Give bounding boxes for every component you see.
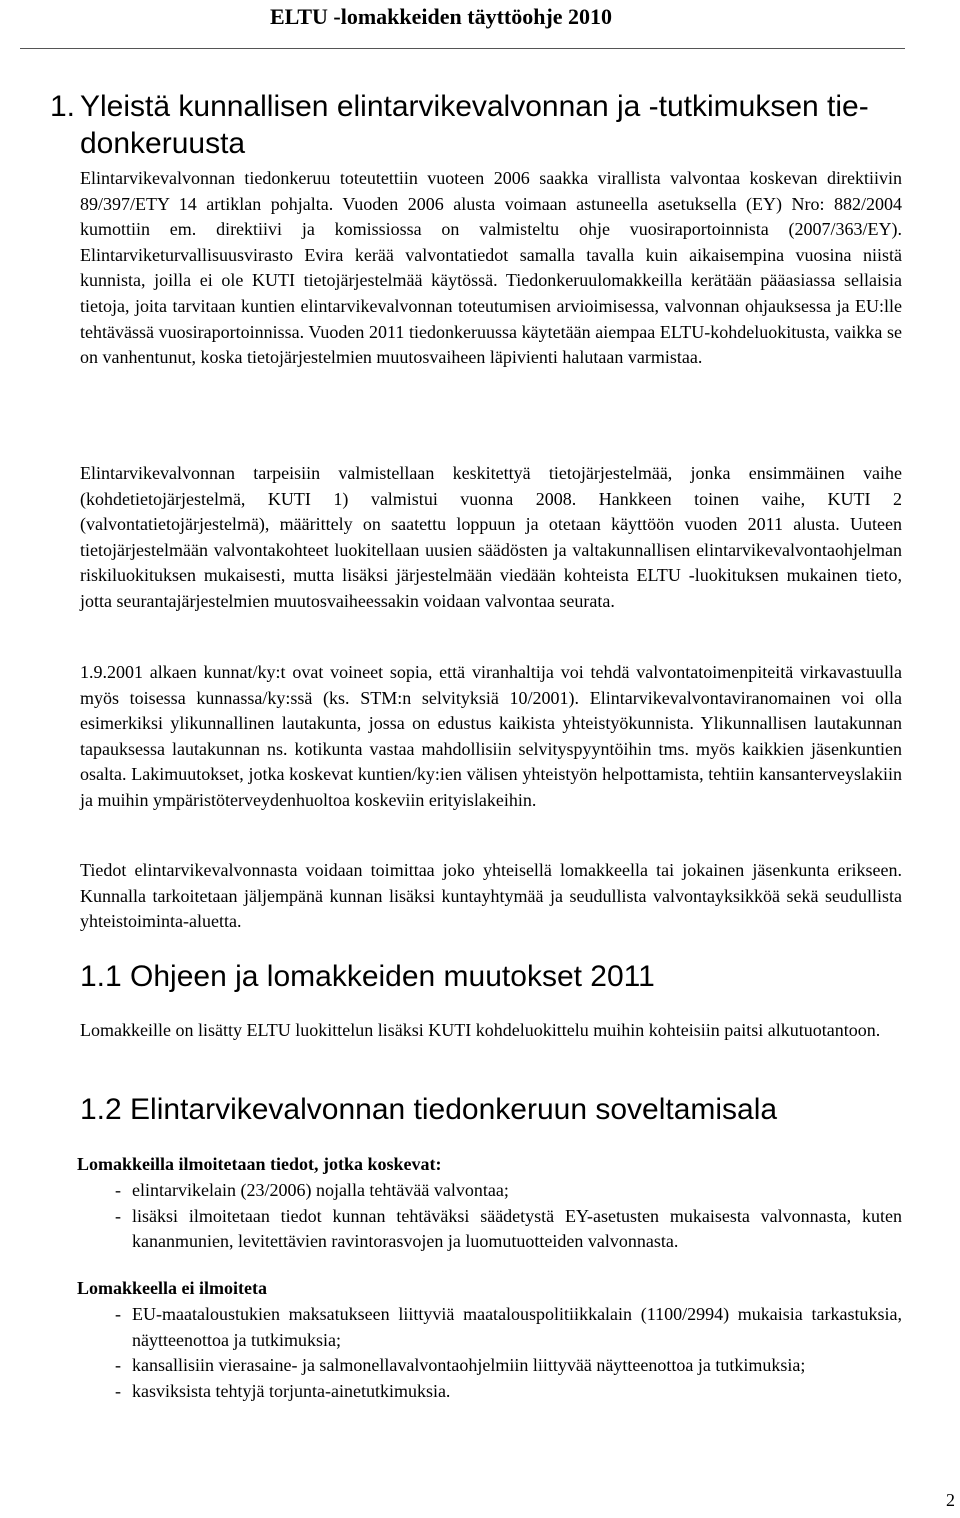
section-1-title-line1: Yleistä kunnallisen elintarvikevalvonnan ja -tutkimuksen tie- xyxy=(80,90,869,123)
section-1-paragraph-3: 1.9.2001 alkaen kunnat/ky:t ovat voineet sopia, että viranhaltija voi tehdä valvontatoimenpiteitä virkavastuulla myös toisessa kunnassa/ky:ssä (ks. STM:n selvityksiä 10/2001). Elintarvikevalvontaviranomainen voi olla esimerkiksi ylikunnallinen lautakunta, jossa on edustus kaikista yhteistyökunnista. Ylikunnallisen lautakunnan tapauksessa lautakunnan ns. kotikunta vastaa mahdollisiin selvityspyyntöihin tms. myös kaikkien jäsenkuntien osalta. Lakimuutokset, jotka koskevat kuntien/ky:ien välisen yhteistyön helpottamista, tehtiin kansanterveyslakiin ja muihin ympäristöterveydenhuoltoa koskeviin erityislakeihin. xyxy=(80,662,902,810)
included-list xyxy=(115,1178,902,1255)
list-item-text: lisäksi ilmoitetaan tiedot kunnan tehtäväksi säädetystä EY-asetusten mukaisesta valvonnasta, kuten kananmunien, levitettävien ravintorasvojen ja luomutuotteiden valvonnasta. xyxy=(132,1205,902,1252)
list-item xyxy=(115,1353,902,1379)
section-1-2-heading: 1.2 Elintarvikevalvonnan tiedonkeruun soveltamisala xyxy=(80,1093,778,1126)
list-item xyxy=(115,1379,902,1405)
included-heading: Lomakkeilla ilmoitetaan tiedot, jotka koskevat: xyxy=(77,1154,442,1174)
list-item xyxy=(115,1204,902,1255)
list-item xyxy=(115,1178,902,1204)
list-dash: - xyxy=(115,1180,121,1200)
list-item-text: elintarvikelain (23/2006) nojalla tehtävää valvontaa; xyxy=(132,1180,509,1200)
section-1-paragraph-2: Elintarvikevalvonnan tarpeisiin valmistellaan keskitettyä tietojärjestelmää, jonka ensimmäinen vaihe (kohdetietojärjestelmä, KUTI 1) valmistui vuonna 2008. Hankkeen toinen vaihe, KUTI 2 (valvontatietojärjestelmä), määrittely on saatettu loppuun ja otetaan käyttöön vuoden 2011 alusta. Uuteen tietojärjestelmään valvontakohteet luokitellaan uusien säädösten ja valtakunnallisen elintarvikevalvontaohjelman riskiluokituksen mukaisesti, mutta lisäksi järjestelmään viedään kohteista ELTU -luokituksen mukainen tieto, jotta seurantajärjestelmien muutosvaiheessakin voidaan valvontaa seurata. xyxy=(80,463,902,611)
excluded-heading: Lomakkeella ei ilmoiteta xyxy=(77,1278,267,1298)
list-dash: - xyxy=(115,1304,121,1324)
list-item-text: kasviksista tehtyjä torjunta-ainetutkimuksia. xyxy=(132,1380,451,1401)
list-dash: - xyxy=(115,1355,121,1376)
section-1-heading xyxy=(50,88,880,162)
page-number: 2 xyxy=(946,1490,955,1510)
list-item-text: EU-maataloustukien maksatukseen liittyviä maatalouspolitiikkalain (1100/2994) mukaisia tarkastuksia, näytteenottoa ja tutkimuksia; xyxy=(132,1304,902,1350)
section-1-1-paragraph: Lomakkeille on lisätty ELTU luokittelun lisäksi KUTI kohdeluokittelu muihin kohteisiin paitsi alkutuotantoon. xyxy=(80,1020,881,1040)
section-1-paragraph-4: Tiedot elintarvikevalvonnasta voidaan toimittaa joko yhteisellä lomakkeella tai jokainen jäsenkunta erikseen. Kunnalla tarkoitetaan jäljempänä kunnan lisäksi kuntayhtymää ja seudullista valvontayksikköä sekä seudullista yhteistoiminta-aluetta. xyxy=(80,860,902,932)
section-1-number: 1. xyxy=(50,90,76,123)
section-1-1-heading: 1.1 Ohjeen ja lomakkeiden muutokset 2011 xyxy=(80,960,655,993)
excluded-list xyxy=(115,1302,902,1404)
section-1-title-line2: donkeruusta xyxy=(80,127,246,160)
document-header: ELTU -lomakkeiden täyttöohje 2010 xyxy=(270,4,613,29)
header-rule xyxy=(20,48,905,49)
list-item xyxy=(115,1302,902,1353)
section-1-paragraph-1: Elintarvikevalvonnan tiedonkeruu toteutettiin vuoteen 2006 saakka virallista valvontaa koskevan direktiivin 89/397/ETY 14 artiklan pohjalta. Vuoden 2006 alusta voimaan astuneella asetuksella (EY) Nro: 882/2004 kumottiin em. direktiivi ja komissiossa on valmisteltu ohje vuosiraportoinnista (2007/363/EY). Elintarviketurvallisuusvirasto Evira kerää valvontatiedot samalla tavalla kuin aikaisempina vuosina niistä kunnista, joilla ei ole KUTI tietojärjestelmää käytössä. Tiedonkeruulomakkeilla kerätään pääasiassa sellaisia tietoja, joita tarvitaan kuntien elintarvikevalvonnan toteutumisen arvioimisessa, valvonnan ohjauksessa ja EU:lle tehtävässä vuosiraportoinnissa. Vuoden 2011 tiedonkeruussa käytetään aiempaa ELTU-kohdeluokitusta, vaikka se on vanhentunut, koska tietojärjestelmien muutosvaiheen läpivienti halutaan varmistaa. xyxy=(80,168,902,368)
list-item-text: kansallisiin vierasaine- ja salmonellavalvontaohjelmiin liittyvää näytteenottoa ja tutkimuksia; xyxy=(132,1355,806,1376)
list-dash: - xyxy=(115,1380,121,1401)
list-dash: - xyxy=(115,1205,121,1226)
